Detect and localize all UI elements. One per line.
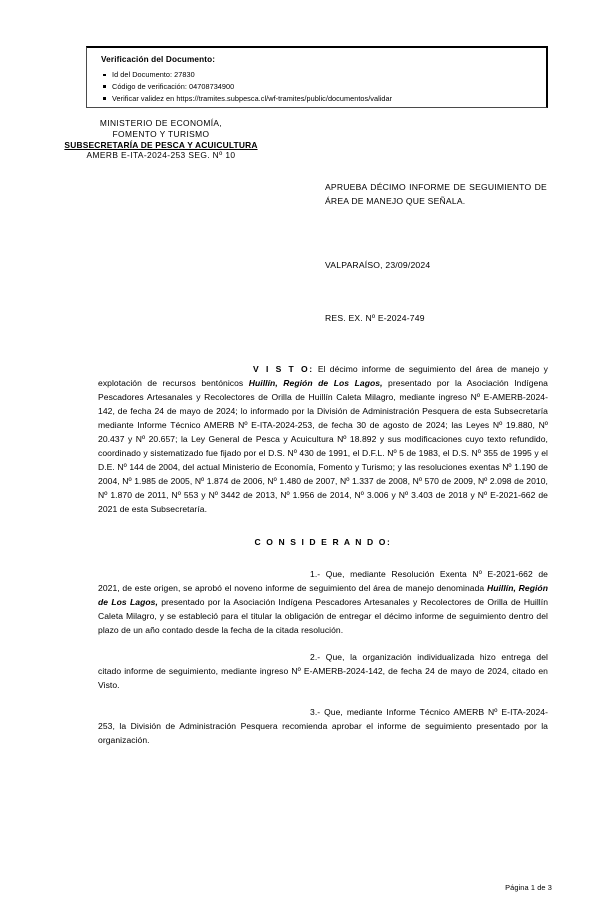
considerando-1-text-part-2: presentado por la Asociación Indígena Pescadores Artesanales y Recolectores de Orilla de Huillín Caleta Milagro, y se estableció para el titular la obligación de entregar el décimo informe de seguimiento dentro del plazo de un año contado desde la fecha de la citada resolución. bbox=[98, 596, 549, 635]
resolution-number: RES. EX. Nº E-2024-749 bbox=[325, 313, 425, 323]
place-and-date: VALPARAÍSO, 23/09/2024 bbox=[325, 260, 431, 270]
visto-emphasis-area-name: Huillín, Región de Los Lagos, bbox=[248, 378, 383, 389]
letterhead-file-code: AMERB E-ITA-2024-253 SEG. Nº 10 bbox=[86, 150, 236, 161]
considerando-heading: C O N S I D E R A N D O: bbox=[254, 536, 392, 547]
considerando-1-text-part-1: 1.- Que, mediante Resolución Exenta Nº E-2021-662 de 2021, de este origen, se aprobó el noveno informe de seguimiento del área de manejo denominada bbox=[98, 568, 548, 593]
considerando-item-3 bbox=[98, 705, 548, 747]
verification-item-validation-url: Verificar validez en https://tramites.subpesca.cl/wf-tramites/public/documentos/validar bbox=[101, 93, 536, 105]
letterhead-ministry-line2: FOMENTO Y TURISMO bbox=[112, 128, 210, 139]
considerando-1-emphasis-area-name: Huillín, Región de Los Lagos, bbox=[98, 582, 548, 607]
considerando-item-1 bbox=[98, 567, 548, 637]
verification-list bbox=[101, 69, 536, 104]
considerando-item-2 bbox=[98, 650, 548, 692]
document-body bbox=[98, 362, 548, 747]
page-number-footer: Página 1 de 3 bbox=[505, 883, 552, 892]
letterhead-subsecretariat: SUBSECRETARÍA DE PESCA Y ACUICULTURA bbox=[64, 139, 258, 150]
letterhead bbox=[36, 118, 286, 161]
verification-item-document-id: Id del Documento: 27830 bbox=[101, 69, 536, 81]
letterhead-ministry-line1: MINISTERIO DE ECONOMÍA, bbox=[99, 118, 223, 128]
document-subject: APRUEBA DÉCIMO INFORME DE SEGUIMIENTO DE ÁREA DE MANEJO QUE SEÑALA. bbox=[325, 182, 547, 206]
visto-keyword: V I S T O: bbox=[253, 364, 314, 374]
considerando-3-text-part-1: 3.- Que, mediante Informe Técnico AMERB Nº E-ITA-2024-253, la División de Administración Pesquera recomienda aprobar el informe de seguimiento presentado por la organización. bbox=[98, 706, 548, 745]
verification-title: Verificación del Documento: bbox=[101, 55, 216, 64]
verification-item-verification-code: Código de verificación: 04708734900 bbox=[101, 81, 536, 93]
visto-text-part-2: presentado por la Asociación Indígena Pescadores Artesanales y Recolectores de Orilla de Huillín Caleta Milagro, mediante ingreso Nº E-AMERB-2024-142, de fecha 24 de mayo de 2024; lo informado por la División de Administración Pesquera de esta Subsecretaría mediante Informe Técnico AMERB Nº E-ITA-2024-253, de fecha 30 de agosto de 2024; las Leyes Nº 19.880, Nº 20.437 y Nº 20.657; la Ley General de Pesca y Acuicultura Nº 18.892 y sus modificaciones cuyo texto refundido, coordinado y sistematizado fue fijado por el D.S. Nº 430 de 1991, el D.F.L. Nº 5 de 1983, el D.S. Nº 355 de 1995 y el D.E. Nº 144 de 2004, del actual Ministerio de Economía, Fomento y Turismo; y las resoluciones exentas Nº 1.190 de 2004, Nº 1.985 de 2005, Nº 1.874 de 2006, Nº 1.480 de 2007, Nº 1.337 de 2008, Nº 570 de 2009, Nº 2.098 de 2010, Nº 1.870 de 2011, Nº 553 y Nº 3442 de 2013, Nº 1.956 de 2014, Nº 3.006 y Nº 3.403 de 2018 y Nº E-2021-662 de 2021 de esta Subsecretaría. bbox=[98, 378, 548, 515]
visto-text-part-1: El décimo informe de seguimiento del área de manejo y explotación de recursos bentónicos bbox=[98, 364, 548, 389]
considerando-2-text-part-1: 2.- Que, la organización individualizada hizo entrega del citado informe de seguimiento, mediante ingreso Nº E-AMERB-2024-142, de fecha 24 de mayo de 2024, citado en Visto. bbox=[98, 651, 548, 690]
visto-paragraph bbox=[98, 362, 548, 517]
document-verification-box bbox=[86, 46, 548, 108]
